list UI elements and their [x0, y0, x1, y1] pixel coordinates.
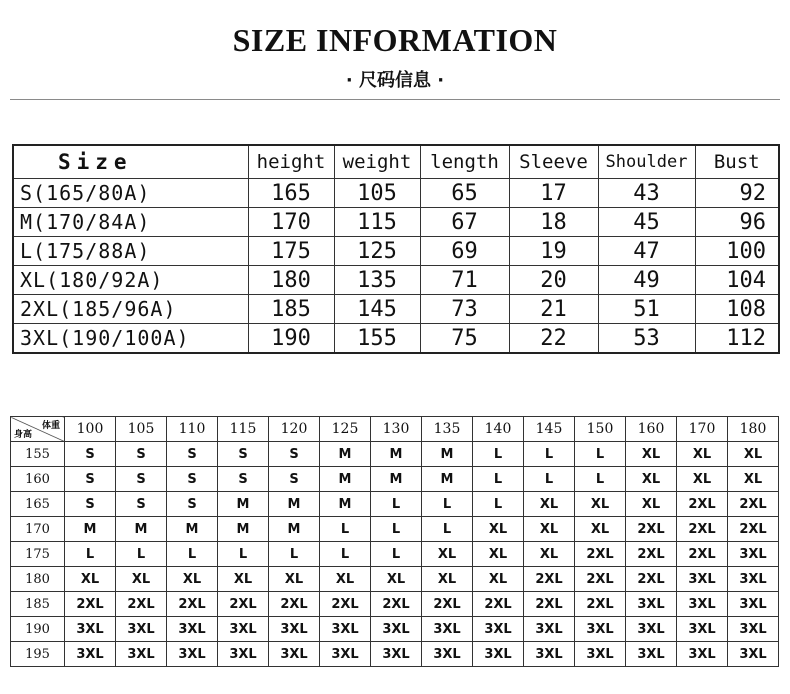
- fit-size-cell: 3XL: [728, 642, 779, 667]
- fit-size-cell: 3XL: [116, 642, 167, 667]
- fit-size-cell: 3XL: [320, 617, 371, 642]
- height-header-cell: 190: [11, 617, 65, 642]
- fit-size-cell: M: [422, 442, 473, 467]
- fit-size-cell: S: [65, 467, 116, 492]
- fit-size-cell: 3XL: [218, 642, 269, 667]
- size-value-cell: 180: [248, 266, 334, 295]
- fit-size-cell: XL: [371, 567, 422, 592]
- weight-axis-label: 体重: [41, 421, 60, 431]
- fit-table: [10, 416, 779, 667]
- fit-size-cell: XL: [473, 567, 524, 592]
- size-value-cell: 67: [420, 208, 509, 237]
- size-value-cell: 53: [598, 324, 695, 354]
- size-value-cell: 18: [509, 208, 598, 237]
- size-value-cell: 175: [248, 237, 334, 266]
- fit-size-cell: 2XL: [422, 592, 473, 617]
- fit-size-cell: 2XL: [626, 517, 677, 542]
- size-value-cell: 73: [420, 295, 509, 324]
- size-table-row: [13, 266, 779, 295]
- fit-size-cell: XL: [524, 492, 575, 517]
- weight-header-cell: 145: [524, 417, 575, 442]
- fit-table-row: [11, 592, 779, 617]
- size-value-cell: 19: [509, 237, 598, 266]
- fit-size-cell: 2XL: [371, 592, 422, 617]
- size-value-cell: 47: [598, 237, 695, 266]
- fit-size-cell: 2XL: [269, 592, 320, 617]
- size-value-cell: 108: [695, 295, 779, 324]
- fit-size-cell: M: [371, 467, 422, 492]
- height-header-cell: 160: [11, 467, 65, 492]
- fit-table-row: [11, 617, 779, 642]
- fit-size-cell: 3XL: [626, 617, 677, 642]
- fit-size-cell: 2XL: [524, 567, 575, 592]
- fit-size-cell: L: [65, 542, 116, 567]
- fit-size-cell: XL: [422, 542, 473, 567]
- weight-header-cell: 170: [677, 417, 728, 442]
- size-value-cell: 115: [334, 208, 420, 237]
- fit-size-cell: M: [269, 492, 320, 517]
- fit-size-cell: 2XL: [677, 542, 728, 567]
- fit-size-cell: 3XL: [269, 617, 320, 642]
- fit-size-cell: 2XL: [575, 567, 626, 592]
- size-table-row: [13, 324, 779, 354]
- size-value-cell: 75: [420, 324, 509, 354]
- size-value-cell: 43: [598, 179, 695, 208]
- fit-size-cell: 2XL: [677, 517, 728, 542]
- fit-size-cell: L: [116, 542, 167, 567]
- fit-size-cell: 2XL: [167, 592, 218, 617]
- size-value-cell: 22: [509, 324, 598, 354]
- fit-size-cell: S: [269, 442, 320, 467]
- size-value-cell: 170: [248, 208, 334, 237]
- size-value-cell: 190: [248, 324, 334, 354]
- weight-header-cell: 110: [167, 417, 218, 442]
- fit-size-cell: M: [218, 517, 269, 542]
- fit-size-cell: XL: [728, 442, 779, 467]
- fit-size-cell: 2XL: [575, 542, 626, 567]
- fit-size-cell: S: [269, 467, 320, 492]
- fit-size-cell: 3XL: [677, 592, 728, 617]
- size-table: [12, 144, 780, 354]
- fit-size-cell: M: [320, 442, 371, 467]
- fit-table-row: [11, 642, 779, 667]
- weight-header-cell: 120: [269, 417, 320, 442]
- fit-size-cell: M: [167, 517, 218, 542]
- weight-header-cell: 105: [116, 417, 167, 442]
- fit-size-cell: 3XL: [167, 642, 218, 667]
- size-label-cell: M(170/84A): [13, 208, 248, 237]
- fit-size-cell: L: [524, 467, 575, 492]
- fit-size-cell: M: [371, 442, 422, 467]
- fit-size-cell: XL: [524, 542, 575, 567]
- fit-size-cell: L: [218, 542, 269, 567]
- fit-table-header-row: [11, 417, 779, 442]
- fit-size-cell: 3XL: [728, 592, 779, 617]
- size-value-cell: 135: [334, 266, 420, 295]
- fit-size-cell: S: [218, 442, 269, 467]
- fit-size-cell: 3XL: [371, 617, 422, 642]
- fit-size-cell: XL: [626, 492, 677, 517]
- fit-size-cell: 3XL: [320, 642, 371, 667]
- size-table-header: Bust: [695, 145, 779, 179]
- fit-size-cell: S: [167, 492, 218, 517]
- size-table-header-row: [13, 145, 779, 179]
- fit-size-cell: 3XL: [575, 617, 626, 642]
- size-value-cell: 21: [509, 295, 598, 324]
- fit-size-cell: L: [371, 517, 422, 542]
- weight-header-cell: 100: [65, 417, 116, 442]
- weight-header-cell: 160: [626, 417, 677, 442]
- fit-size-cell: 3XL: [65, 617, 116, 642]
- size-label-cell: S(165/80A): [13, 179, 248, 208]
- fit-size-cell: XL: [575, 492, 626, 517]
- fit-size-cell: 2XL: [65, 592, 116, 617]
- size-table-header: Sleeve: [509, 145, 598, 179]
- fit-table-corner: [11, 417, 65, 442]
- fit-size-cell: M: [320, 492, 371, 517]
- fit-size-cell: 3XL: [575, 642, 626, 667]
- fit-size-cell: XL: [677, 467, 728, 492]
- fit-size-cell: L: [320, 517, 371, 542]
- fit-size-cell: 2XL: [626, 542, 677, 567]
- fit-size-cell: L: [167, 542, 218, 567]
- page-title: SIZE INFORMATION: [232, 22, 558, 58]
- size-value-cell: 69: [420, 237, 509, 266]
- fit-size-cell: L: [422, 517, 473, 542]
- fit-size-cell: 2XL: [524, 592, 575, 617]
- fit-size-cell: 2XL: [116, 592, 167, 617]
- size-value-cell: 185: [248, 295, 334, 324]
- fit-size-cell: S: [65, 492, 116, 517]
- size-label-cell: 3XL(190/100A): [13, 324, 248, 354]
- fit-table-row: [11, 542, 779, 567]
- size-label-cell: 2XL(185/96A): [13, 295, 248, 324]
- size-value-cell: 105: [334, 179, 420, 208]
- fit-size-cell: XL: [626, 442, 677, 467]
- size-table-header: height: [248, 145, 334, 179]
- size-value-cell: 92: [695, 179, 779, 208]
- fit-size-cell: 3XL: [269, 642, 320, 667]
- fit-size-cell: S: [218, 467, 269, 492]
- fit-size-cell: L: [422, 492, 473, 517]
- fit-size-cell: L: [371, 492, 422, 517]
- height-header-cell: 165: [11, 492, 65, 517]
- size-value-cell: 145: [334, 295, 420, 324]
- fit-size-cell: 2XL: [677, 492, 728, 517]
- size-value-cell: 17: [509, 179, 598, 208]
- fit-size-cell: L: [371, 542, 422, 567]
- fit-size-cell: L: [575, 442, 626, 467]
- fit-size-cell: M: [218, 492, 269, 517]
- fit-size-cell: 3XL: [728, 567, 779, 592]
- weight-header-cell: 140: [473, 417, 524, 442]
- fit-table-row: [11, 567, 779, 592]
- height-axis-label: 身高: [14, 430, 33, 440]
- fit-size-cell: XL: [422, 567, 473, 592]
- fit-size-cell: M: [65, 517, 116, 542]
- fit-size-cell: 3XL: [422, 642, 473, 667]
- fit-size-cell: S: [167, 467, 218, 492]
- fit-size-cell: XL: [320, 567, 371, 592]
- fit-size-cell: M: [320, 467, 371, 492]
- size-value-cell: 51: [598, 295, 695, 324]
- fit-size-cell: XL: [575, 517, 626, 542]
- fit-size-cell: 3XL: [473, 617, 524, 642]
- size-table-row: [13, 208, 779, 237]
- fit-size-cell: M: [269, 517, 320, 542]
- fit-size-cell: 2XL: [320, 592, 371, 617]
- fit-size-cell: XL: [218, 567, 269, 592]
- fit-size-cell: 3XL: [677, 642, 728, 667]
- size-table-row: [13, 295, 779, 324]
- fit-size-cell: 3XL: [116, 617, 167, 642]
- weight-header-cell: 130: [371, 417, 422, 442]
- fit-size-cell: 3XL: [524, 642, 575, 667]
- fit-size-cell: S: [116, 442, 167, 467]
- size-table-row: [13, 179, 779, 208]
- size-table-header: Shoulder: [598, 145, 695, 179]
- fit-table-row: [11, 442, 779, 467]
- fit-size-cell: 3XL: [728, 617, 779, 642]
- fit-size-cell: XL: [677, 442, 728, 467]
- size-value-cell: 100: [695, 237, 779, 266]
- fit-size-cell: XL: [728, 467, 779, 492]
- size-value-cell: 45: [598, 208, 695, 237]
- size-value-cell: 96: [695, 208, 779, 237]
- fit-size-cell: XL: [473, 542, 524, 567]
- fit-size-cell: 3XL: [167, 617, 218, 642]
- fit-size-cell: 2XL: [728, 517, 779, 542]
- fit-size-cell: S: [167, 442, 218, 467]
- fit-size-cell: XL: [167, 567, 218, 592]
- fit-size-cell: L: [320, 542, 371, 567]
- height-header-cell: 185: [11, 592, 65, 617]
- fit-size-cell: XL: [626, 467, 677, 492]
- fit-size-cell: 3XL: [524, 617, 575, 642]
- fit-size-cell: 3XL: [371, 642, 422, 667]
- weight-header-cell: 150: [575, 417, 626, 442]
- weight-header-cell: 180: [728, 417, 779, 442]
- fit-size-cell: 2XL: [218, 592, 269, 617]
- fit-size-cell: M: [422, 467, 473, 492]
- fit-size-cell: 3XL: [473, 642, 524, 667]
- fit-size-cell: 3XL: [626, 592, 677, 617]
- fit-size-cell: S: [116, 492, 167, 517]
- weight-header-cell: 115: [218, 417, 269, 442]
- fit-size-cell: L: [473, 492, 524, 517]
- size-value-cell: 112: [695, 324, 779, 354]
- height-header-cell: 170: [11, 517, 65, 542]
- size-label-cell: L(175/88A): [13, 237, 248, 266]
- size-table-row: [13, 237, 779, 266]
- fit-size-cell: L: [269, 542, 320, 567]
- weight-header-cell: 135: [422, 417, 473, 442]
- fit-table-row: [11, 517, 779, 542]
- size-table-header: Size: [13, 145, 248, 179]
- fit-size-cell: 3XL: [677, 567, 728, 592]
- size-value-cell: 49: [598, 266, 695, 295]
- size-table-header: length: [420, 145, 509, 179]
- fit-size-cell: XL: [473, 517, 524, 542]
- fit-size-cell: XL: [65, 567, 116, 592]
- fit-table-row: [11, 492, 779, 517]
- size-value-cell: 65: [420, 179, 509, 208]
- fit-size-cell: 2XL: [626, 567, 677, 592]
- fit-size-cell: L: [473, 467, 524, 492]
- size-value-cell: 155: [334, 324, 420, 354]
- size-label-cell: XL(180/92A): [13, 266, 248, 295]
- fit-size-cell: 2XL: [473, 592, 524, 617]
- fit-size-cell: S: [116, 467, 167, 492]
- size-value-cell: 125: [334, 237, 420, 266]
- fit-table-row: [11, 467, 779, 492]
- size-table-header: weight: [334, 145, 420, 179]
- fit-size-cell: 3XL: [422, 617, 473, 642]
- size-value-cell: 71: [420, 266, 509, 295]
- fit-size-cell: M: [116, 517, 167, 542]
- page-subtitle: · 尺码信息 ·: [345, 70, 445, 91]
- fit-size-cell: L: [473, 442, 524, 467]
- fit-size-cell: L: [524, 442, 575, 467]
- weight-header-cell: 125: [320, 417, 371, 442]
- divider: [10, 99, 780, 100]
- fit-size-cell: XL: [269, 567, 320, 592]
- fit-size-cell: S: [65, 442, 116, 467]
- fit-size-cell: 3XL: [728, 542, 779, 567]
- fit-size-cell: XL: [116, 567, 167, 592]
- size-value-cell: 20: [509, 266, 598, 295]
- fit-size-cell: 2XL: [575, 592, 626, 617]
- size-value-cell: 165: [248, 179, 334, 208]
- fit-size-cell: 3XL: [677, 617, 728, 642]
- fit-size-cell: XL: [524, 517, 575, 542]
- height-header-cell: 155: [11, 442, 65, 467]
- fit-size-cell: 3XL: [626, 642, 677, 667]
- fit-size-cell: L: [575, 467, 626, 492]
- fit-size-cell: 3XL: [65, 642, 116, 667]
- size-value-cell: 104: [695, 266, 779, 295]
- fit-size-cell: 3XL: [218, 617, 269, 642]
- height-header-cell: 175: [11, 542, 65, 567]
- fit-size-cell: 2XL: [728, 492, 779, 517]
- height-header-cell: 195: [11, 642, 65, 667]
- height-header-cell: 180: [11, 567, 65, 592]
